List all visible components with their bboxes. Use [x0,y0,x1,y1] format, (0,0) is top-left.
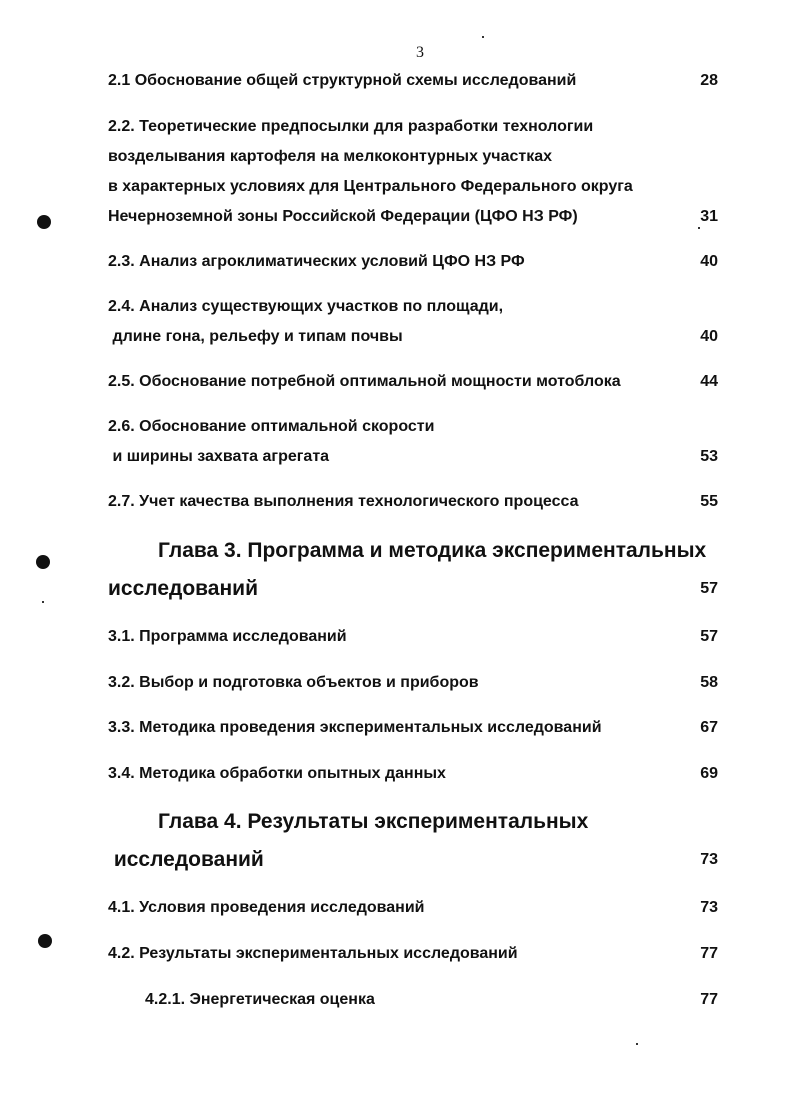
chapter-3-heading [108,532,728,608]
scan-speck [482,36,484,38]
toc-entry-title: 2.3. Анализ агроклиматических условий ЦФО НЗ РФ [108,253,525,270]
toc-page-number: 69 [700,765,718,782]
toc-entry-title: 2.7. Учет качества выполнения технологического процесса [108,493,579,510]
toc-entry-3-4 [108,759,718,789]
toc-page-number: 77 [700,945,718,962]
toc-entry-title-line: Нечерноземной зоны Российской Федерации (ЦФО НЗ РФ) [108,208,578,225]
chapter-title-line: исследований [108,577,258,600]
toc-page-number: 31 [700,208,718,225]
chapter-title-line: Глава 4. Результаты экспериментальных [158,810,589,833]
toc-page-number: 28 [700,72,718,89]
toc-entry-title: 3.3. Методика проведения экспериментальных исследований [108,719,602,736]
toc-entry-title: 4.2.1. Энергетическая оценка [145,991,375,1008]
toc-page-number: 53 [700,448,718,465]
toc-entry-4-2 [108,939,718,969]
scan-speck [42,601,44,603]
toc-page-number: 67 [700,719,718,736]
toc-entry-4-1 [108,893,718,923]
toc-entry-3-1 [108,622,718,652]
toc-entry-4-2-1 [145,985,718,1015]
toc-entry-2-7 [108,487,718,517]
toc-entry-title: 2.1 Обоснование общей структурной схемы исследований [108,72,577,89]
toc-entry-title: 2.5. Обоснование потребной оптимальной мощности мотоблока [108,373,621,390]
toc-page-number: 58 [700,674,718,691]
toc-page-number: 73 [700,851,718,868]
toc-entry-title-line: в характерных условиях для Центрального Федерального округа [108,178,633,195]
toc-entry-2-2 [108,112,718,232]
toc-page-number: 55 [700,493,718,510]
chapter-title-line: исследований [108,848,264,871]
toc-page-number: 40 [700,253,718,270]
toc-entry-title-line: 2.4. Анализ существующих участков по площади, [108,298,504,315]
toc-entry-title: 3.2. Выбор и подготовка объектов и приборов [108,674,479,691]
page-number: 3 [416,44,424,61]
toc-page-number: 77 [700,991,718,1008]
toc-entry-title-line: и ширины захвата агрегата [108,448,330,465]
toc-entry-3-3 [108,713,718,743]
toc-entry-title: 3.4. Методика обработки опытных данных [108,765,446,782]
toc-page-number: 57 [700,580,718,597]
toc-entry-3-2 [108,668,718,698]
chapter-4-heading [108,803,728,879]
binder-hole-mark [36,555,50,569]
scan-speck [636,1043,638,1045]
toc-entry-2-4 [108,292,718,352]
toc-entry-title-line: 2.2. Теоретические предпосылки для разработки технологии [108,118,594,135]
binder-hole-mark [38,934,52,948]
toc-entry-2-1 [108,66,718,96]
toc-entry-2-6 [108,412,718,472]
binder-hole-mark [37,215,51,229]
toc-entry-2-5 [108,367,718,397]
toc-page-number: 44 [700,373,718,390]
toc-entry-title-line: 2.6. Обоснование оптимальной скорости [108,418,435,435]
toc-entry-title: 3.1. Программа исследований [108,628,347,645]
chapter-title-line: Глава 3. Программа и методика экспериментальных [158,539,707,562]
toc-entry-title-line: возделывания картофеля на мелкоконтурных участках [108,148,553,165]
toc-page-number: 40 [700,328,718,345]
toc-page-number: 57 [700,628,718,645]
toc-page-number: 73 [700,899,718,916]
scan-speck [698,227,700,229]
toc-entry-title-line: длине гона, рельефу и типам почвы [108,328,403,345]
toc-entry-2-3 [108,247,718,277]
toc-entry-title: 4.1. Условия проведения исследований [108,899,425,916]
toc-entry-title: 4.2. Результаты экспериментальных исследований [108,945,518,962]
